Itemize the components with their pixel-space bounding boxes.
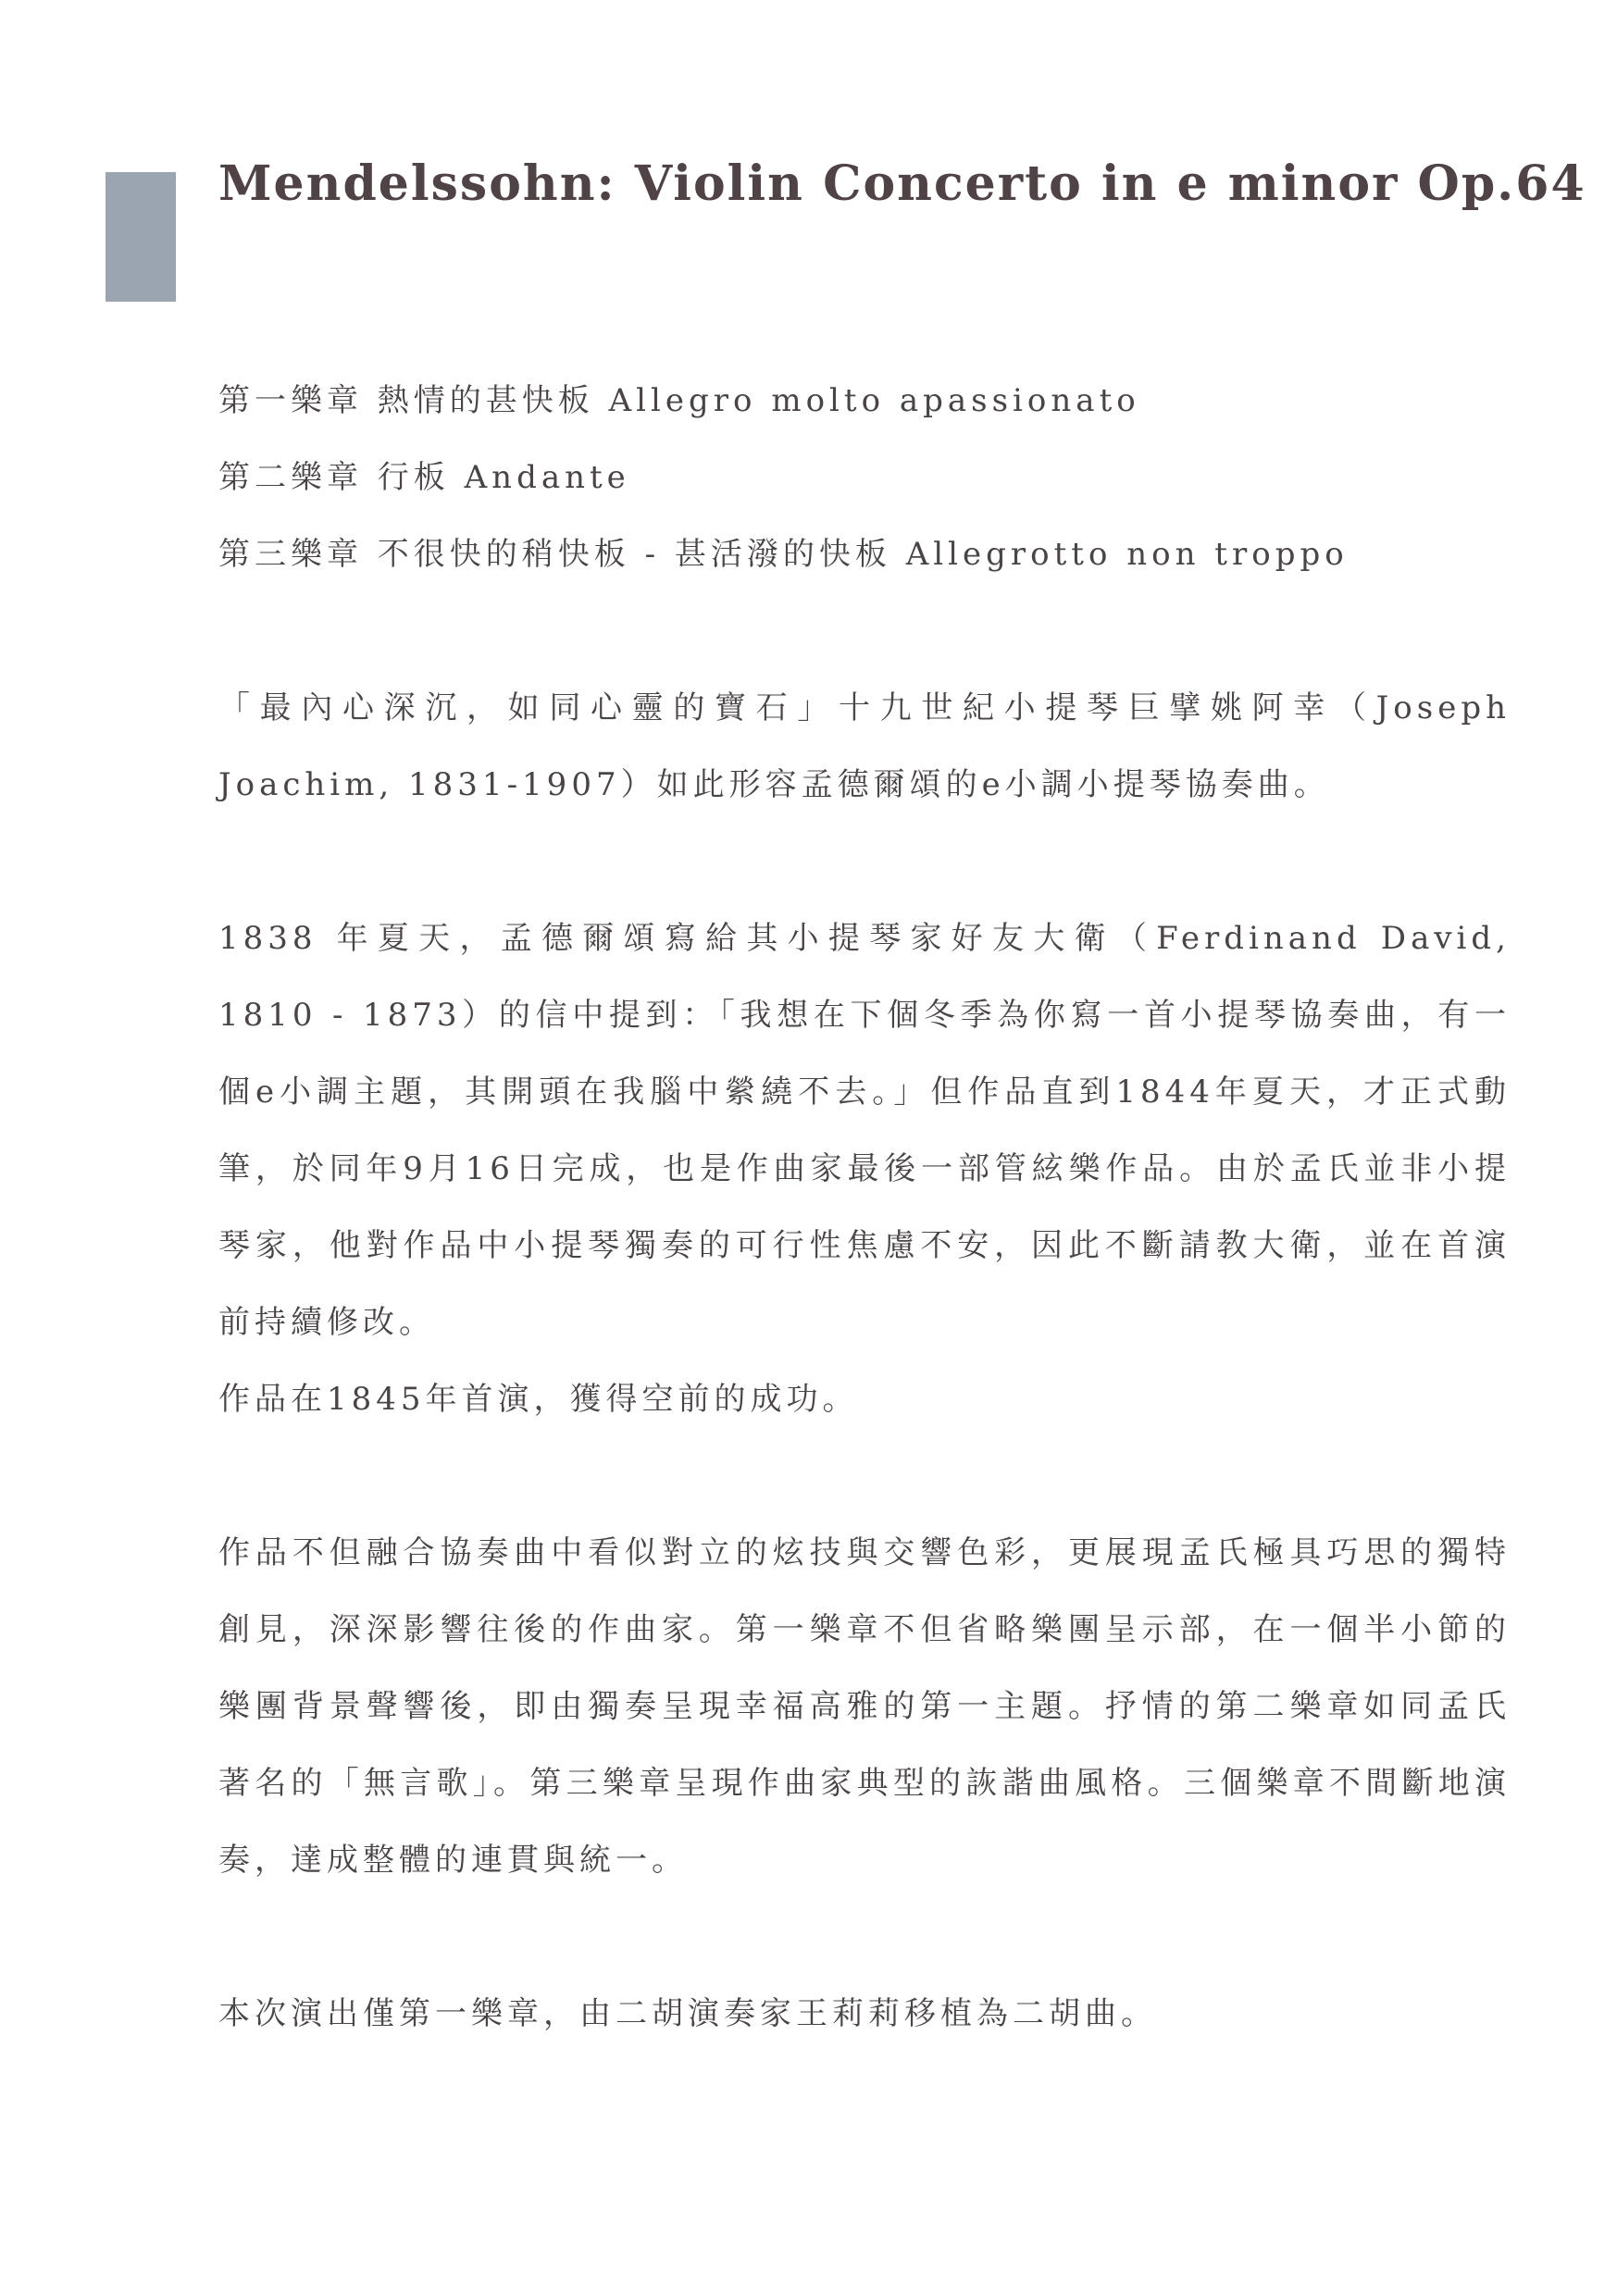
movement-item-1: 第一樂章 熱情的甚快板 Allegro molto apassionato: [218, 382, 1140, 419]
paragraph-analysis: 作品不但融合協奏曲中看似對立的炫技與交響色彩，更展現孟氏極具巧思的獨特創見，深深影響往後的作曲家。第一樂章不但省略樂團呈示部，在一個半小節的樂團背景聲響後，即由獨奏呈現幸福高雅的第一主題。抒情的第二樂章如同孟氏著名的「無言歌」。第三樂章呈現作曲家典型的詼諧曲風格。三個樂章不間斷地演奏，達成整體的連貫與統一。: [218, 1534, 1511, 1879]
title-accent-bar: [106, 172, 176, 302]
document-body: [218, 363, 1511, 2053]
paragraph-performance-note: 本次演出僅第一樂章，由二胡演奏家王莉莉移植為二胡曲。: [218, 1995, 1157, 2032]
page-title: Mendelssohn: Violin Concerto in e minor Op.64: [218, 155, 1586, 212]
movement-item-3: 第三樂章 不很快的稍快板 - 甚活潑的快板 Allegrotto non troppo: [218, 536, 1349, 573]
movement-item-2: 第二樂章 行板 Andante: [218, 459, 630, 496]
paragraph-premiere: 作品在1845年首演，獲得空前的成功。: [218, 1381, 859, 1418]
paragraph-joachim-quote: 「最內心深沉，如同心靈的寶石」十九世紀小提琴巨擘姚阿幸（Joseph Joachim, 1831-1907）如此形容孟德爾頌的e小調小提琴協奏曲。: [218, 689, 1511, 803]
paragraph-history: 1838 年夏天，孟德爾頌寫給其小提琴家好友大衛（Ferdinand David, 1810 - 1873）的信中提到：「我想在下個冬季為你寫一首小提琴協奏曲，有一個e小調主題，其開頭在我腦中縈繞不去。」但作品直到1844年夏天，才正式動筆，於同年9月16日完成，也是作曲家最後一部管絃樂作品。由於孟氏並非小提琴家，他對作品中小提琴獨奏的可行性焦慮不安，因此不斷請教大衛，並在首演前持續修改。: [218, 920, 1511, 1341]
movement-list: [218, 363, 1511, 593]
